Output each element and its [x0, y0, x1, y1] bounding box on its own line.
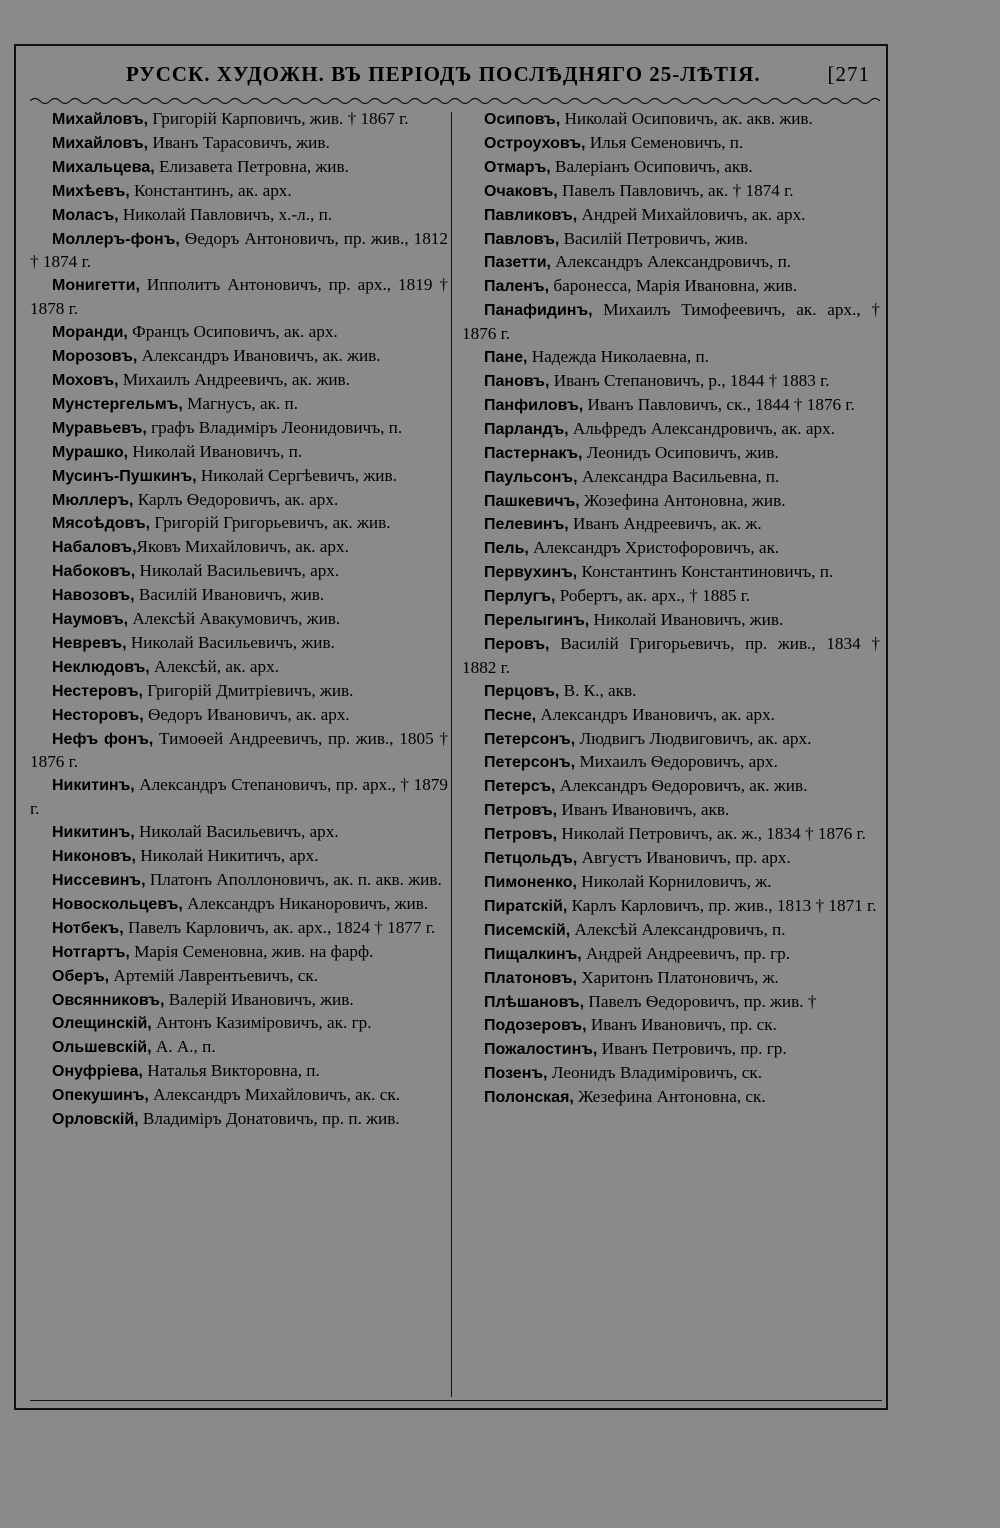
entry-surname: Мусинъ-Пушкинъ,: [52, 467, 197, 485]
entry: [462, 751, 880, 775]
entry-details: баронесса, Марія Ивановна, жив.: [549, 276, 798, 296]
entry-surname: Парландъ,: [484, 420, 569, 438]
entry: [30, 369, 448, 393]
entry: [462, 442, 880, 466]
entry: [30, 704, 448, 728]
entry-surname: Опекушинъ,: [52, 1087, 149, 1105]
entry: [30, 656, 448, 680]
entry: [462, 919, 880, 943]
entry-surname: Пане,: [484, 349, 528, 367]
entry-details: Антонъ Казиміровичъ, ак. гр.: [151, 1013, 372, 1033]
entry: [462, 871, 880, 895]
entry-details: Надежда Николаевна, п.: [527, 347, 709, 367]
entry-details: Карлъ Ѳедоровичъ, ак. арх.: [133, 489, 339, 509]
entry-surname: Пожалостинъ,: [484, 1041, 598, 1059]
entry-details: Иванъ Ивановичъ, акв.: [557, 800, 730, 820]
entry-surname: Олещинскій,: [52, 1015, 152, 1033]
entry: [462, 180, 880, 204]
entry: [30, 869, 448, 893]
entry-details: Робертъ, ак. арх., † 1885 г.: [555, 586, 751, 606]
entry: [462, 633, 880, 680]
entry: [30, 941, 448, 965]
entry-surname: Никитинъ,: [52, 777, 135, 795]
entry: [30, 560, 448, 584]
entry-surname: Никоновъ,: [52, 848, 136, 866]
entry-details: Альфредъ Александровичъ, ак. арх.: [568, 418, 836, 438]
entry-surname: Пиратскій,: [484, 897, 568, 915]
column-divider: [451, 112, 452, 1397]
entry-details: Харитонъ Платоновичъ, ж.: [576, 967, 779, 987]
entry: [30, 845, 448, 869]
entry-details: Николай Павловичъ, х.-л., п.: [118, 204, 333, 224]
right-column: [462, 108, 880, 1110]
entry: [462, 418, 880, 442]
entry: [30, 1012, 448, 1036]
entry: [462, 823, 880, 847]
entry-details: Николай Сергѣевичъ, жив.: [196, 465, 397, 485]
entry-surname: Петровъ,: [484, 802, 558, 820]
entry: [462, 132, 880, 156]
entry-surname: Моллеръ-фонъ,: [52, 230, 180, 248]
entry-details: Иванъ Павловичъ, ск., 1844 † 1876 г.: [583, 394, 855, 414]
entry: [30, 274, 448, 321]
entry-details: Григорій Дмитріевичъ, жив.: [142, 680, 354, 700]
entry-details: Людвигъ Людвиговичъ, ак. арх.: [575, 728, 812, 748]
entry-details: Александра Васильевна, п.: [577, 466, 780, 486]
entry-details: Артемій Лаврентьевичъ, ск.: [109, 965, 318, 985]
entry: [30, 345, 448, 369]
entry-details: Иванъ Степановичъ, р., 1844 † 1883 г.: [549, 370, 830, 390]
entry-details: Иванъ Петровичъ, пр. гр.: [597, 1039, 787, 1059]
entry: [462, 799, 880, 823]
entry: [30, 1060, 448, 1084]
entry: [462, 991, 880, 1015]
entry-details: Александръ Ѳедоровичъ, ак. жив.: [555, 776, 808, 796]
entry-details: Алексѣй Александровичъ, п.: [570, 919, 786, 939]
entry: [462, 895, 880, 919]
entry-surname: Петровъ,: [484, 826, 558, 844]
entry-surname: Неклюдовъ,: [52, 658, 150, 676]
entry-details: Александръ Михайловичъ, ак. ск.: [148, 1085, 401, 1105]
entry-details: Иванъ Тарасовичъ, жив.: [148, 132, 330, 152]
entry-surname: Пель,: [484, 540, 529, 558]
entry-surname: Набаловъ,: [52, 539, 137, 557]
entry-details: Яковъ Михайловичъ, ак. арх.: [136, 537, 349, 557]
entry-details: Александръ Никаноровичъ, жив.: [182, 893, 429, 913]
entry-surname: Полонская,: [484, 1089, 574, 1107]
entry: [462, 394, 880, 418]
entry-details: Иванъ Андреевичъ, ак. ж.: [568, 514, 762, 534]
entry-surname: Паульсонъ,: [484, 468, 578, 486]
entry-details: Николай Ивановичъ, жив.: [589, 610, 784, 630]
entry: [462, 466, 880, 490]
entry-details: Ѳедоръ Ивановичъ, ак. арх.: [143, 704, 350, 724]
entry: [30, 536, 448, 560]
entry: [462, 204, 880, 228]
entry-surname: Пановъ,: [484, 372, 550, 390]
entry: [30, 1036, 448, 1060]
entry-surname: Орловскій,: [52, 1111, 139, 1129]
entry-surname: Мурашко,: [52, 443, 129, 461]
entry-details: Константинъ, ак. арх.: [129, 180, 292, 200]
entry: [30, 608, 448, 632]
running-title: РУССК. ХУДОЖН. ВЪ ПЕРІОДЪ ПОСЛѢДНЯГО 25-ЛѢТІЯ.: [126, 62, 761, 86]
entry-details: Алексѣй, ак. арх.: [149, 656, 280, 676]
entry-details: Павелъ Ѳедоровичъ, пр. жив. †: [584, 991, 817, 1011]
entry-surname: Монигетти,: [52, 277, 140, 295]
page-number: [271: [827, 62, 870, 86]
entry: [30, 465, 448, 489]
entry-details: Августъ Ивановичъ, пр. арх.: [577, 848, 791, 868]
entry: [30, 417, 448, 441]
entry-surname: Ольшевскій,: [52, 1039, 152, 1057]
entry-surname: Нотгартъ,: [52, 943, 130, 961]
wavy-rule: [30, 96, 880, 106]
entry: [30, 393, 448, 417]
entry: [30, 180, 448, 204]
entry-surname: Муравьевъ,: [52, 419, 147, 437]
entry-details: Александръ Степановичъ, пр. арх., † 1879 г.: [30, 775, 448, 819]
entry: [462, 1086, 880, 1110]
entry: [462, 1014, 880, 1038]
entry-surname: Моласъ,: [52, 206, 119, 224]
entry-surname: Нефъ фонъ,: [52, 730, 154, 748]
entry: [462, 728, 880, 752]
entry: [30, 132, 448, 156]
entry-details: Владиміръ Донатовичъ, пр. п. жив.: [138, 1109, 400, 1129]
entry-details: В. К., акв.: [559, 680, 637, 700]
entry: [30, 228, 448, 275]
entry-details: Николай Васильевичъ, жив.: [126, 632, 335, 652]
entry-details: Николай Корниловичъ, ж.: [576, 872, 772, 891]
entry-details: Ипполитъ Антоновичъ, пр. арх., 1819 † 1878 г.: [30, 275, 448, 319]
entry: [462, 775, 880, 799]
entry: [30, 489, 448, 513]
entry-details: Валерій Ивановичъ, жив.: [164, 989, 354, 1009]
entry-details: А. А., п.: [151, 1037, 216, 1057]
entry-surname: Пашкевичъ,: [484, 492, 580, 510]
entry: [462, 847, 880, 871]
entry-details: Платонъ Аполлоновичъ, ак. п. акв. жив.: [145, 870, 442, 889]
entry: [462, 537, 880, 561]
entry-details: Николай Никитичъ, арх.: [135, 846, 319, 866]
entry: [462, 967, 880, 991]
entry-details: Францъ Осиповичъ, ак. арх.: [127, 322, 338, 342]
entry: [462, 108, 880, 132]
entry-details: Тимоѳей Андреевичъ, пр. жив., 1805 † 1876 г.: [30, 728, 448, 772]
entry: [462, 275, 880, 299]
entry-surname: Павликовъ,: [484, 206, 578, 224]
entry-details: Андрей Андреевичъ, пр. гр.: [581, 943, 791, 963]
left-column: [30, 108, 448, 1132]
entry-details: Василій Григорьевичъ, пр. жив., 1834 † 1882 г.: [462, 633, 880, 677]
entry-surname: Петерсъ,: [484, 778, 556, 796]
entry: [462, 228, 880, 252]
entry-surname: Перцовъ,: [484, 682, 560, 700]
entry-surname: Онуфріева,: [52, 1063, 143, 1081]
entry: [462, 490, 880, 514]
entry-details: Василій Петровичъ, жив.: [559, 228, 749, 248]
entry-surname: Панфиловъ,: [484, 396, 584, 414]
entry-details: Карлъ Карловичъ, пр. жив., 1813 † 1871 г.: [567, 895, 877, 915]
entry-surname: Пелевинъ,: [484, 516, 569, 534]
entry-surname: Первухинъ,: [484, 564, 578, 582]
entry-surname: Перовъ,: [484, 635, 550, 653]
entry-details: Павелъ Карловичъ, ак. арх., 1824 † 1877 г.: [123, 917, 436, 937]
entry-details: Григорій Карповичъ, жив. † 1867 г.: [148, 109, 409, 128]
entry-details: Михаилъ Андреевичъ, ак. жив.: [118, 369, 350, 389]
entry-surname: Набоковъ,: [52, 563, 136, 581]
entry-details: Жозефина Антоновна, жив.: [579, 490, 786, 510]
entry: [30, 156, 448, 180]
entry-details: Николай Петровичъ, ак. ж., 1834 † 1876 г.: [557, 824, 866, 844]
entry-details: Алексѣй Авакумовичъ, жив.: [128, 609, 341, 629]
entry-details: Александръ Ивановичъ, ак. арх.: [536, 704, 775, 724]
entry-details: Николай Ивановичъ, п.: [128, 441, 303, 461]
entry: [462, 156, 880, 180]
entry-surname: Пазетти,: [484, 254, 551, 272]
entry-surname: Моховъ,: [52, 371, 119, 389]
entry-details: Магнусъ, ак. п.: [182, 393, 299, 413]
entry-details: Андрей Михайловичъ, ак. арх.: [577, 204, 806, 224]
entry-surname: Никитинъ,: [52, 824, 135, 842]
entry-surname: Очаковъ,: [484, 182, 558, 200]
entry-surname: Пищалкинъ,: [484, 945, 582, 963]
entry: [30, 965, 448, 989]
entry: [462, 1038, 880, 1062]
entry-details: Николай Осиповичъ, ак. акв. жив.: [560, 109, 813, 128]
entry-surname: Моранди,: [52, 324, 128, 342]
entry-surname: Михайловъ,: [52, 111, 149, 128]
entry-surname: Перлугъ,: [484, 588, 556, 606]
entry-surname: Песне,: [484, 706, 537, 724]
entry-details: Василій Ивановичъ, жив.: [134, 585, 325, 605]
entry: [462, 370, 880, 394]
entry-surname: Осиповъ,: [484, 111, 561, 128]
entry: [30, 989, 448, 1013]
entry-surname: Отмаръ,: [484, 158, 551, 176]
entry: [30, 680, 448, 704]
entry-details: Иванъ Ивановичъ, пр. ск.: [586, 1015, 777, 1035]
entry-surname: Петерсонъ,: [484, 730, 576, 748]
entry: [462, 299, 880, 346]
entry: [30, 774, 448, 821]
page-header: [126, 62, 876, 87]
entry-surname: Михальцева,: [52, 158, 155, 176]
entry-surname: Овсянниковъ,: [52, 991, 165, 1009]
entry-details: Михаилъ Ѳедоровичъ, арх.: [575, 752, 778, 772]
entry-surname: Морозовъ,: [52, 348, 138, 366]
entry-surname: Мунстергельмъ,: [52, 395, 183, 413]
entry-details: Ѳедоръ Антоновичъ, пр. жив., 1812 † 1874 г.: [30, 228, 448, 272]
entry: [30, 321, 448, 345]
entry: [462, 609, 880, 633]
entry-details: Павелъ Павловичъ, ак. † 1874 г.: [557, 180, 794, 200]
entry-surname: Мясоѣдовъ,: [52, 515, 151, 533]
entry: [30, 893, 448, 917]
entry-details: Михаилъ Тимофеевичъ, ак. арх., † 1876 г.: [462, 300, 880, 344]
entry: [30, 584, 448, 608]
entry: [30, 632, 448, 656]
entry: [462, 513, 880, 537]
entry-surname: Паленъ,: [484, 278, 550, 296]
entry-surname: Пастернакъ,: [484, 444, 583, 462]
entry: [30, 108, 448, 132]
entry: [462, 943, 880, 967]
entry-details: Наталья Викторовна, п.: [142, 1061, 320, 1081]
entry-surname: Петерсонъ,: [484, 754, 576, 772]
entry-surname: Михайловъ,: [52, 134, 149, 152]
entry-surname: Несторовъ,: [52, 706, 144, 724]
entry-details: Александръ Ивановичъ, ак. жив.: [137, 346, 381, 366]
entry: [30, 441, 448, 465]
entry-surname: Оберъ,: [52, 967, 110, 985]
entry: [30, 512, 448, 536]
entry: [462, 346, 880, 370]
entry-surname: Перелыгинъ,: [484, 612, 590, 630]
entry-details: Леонидъ Осиповичъ, жив.: [582, 442, 779, 462]
entry-surname: Платоновъ,: [484, 969, 577, 987]
entry: [30, 821, 448, 845]
entry-surname: Панафидинъ,: [484, 302, 593, 320]
entry-surname: Наумовъ,: [52, 611, 129, 629]
entry: [30, 204, 448, 228]
entry-surname: Нотбекъ,: [52, 919, 124, 937]
entry-details: Николай Васильевичъ, арх.: [135, 561, 340, 581]
entry-surname: Новоскольцевъ,: [52, 895, 183, 913]
entry-surname: Нестеровъ,: [52, 682, 143, 700]
entry-surname: Ниссевинъ,: [52, 872, 146, 889]
entry-surname: Пимоненко,: [484, 874, 577, 891]
entry-surname: Павловъ,: [484, 230, 560, 248]
entry: [462, 704, 880, 728]
entry: [30, 728, 448, 775]
entry-details: Валеріанъ Осиповичъ, акв.: [550, 156, 753, 176]
entry: [30, 917, 448, 941]
entry-surname: Позенъ,: [484, 1065, 548, 1083]
entry-surname: Навозовъ,: [52, 587, 135, 605]
entry-surname: Невревъ,: [52, 634, 127, 652]
bottom-rule: [30, 1400, 882, 1401]
entry-details: Константинъ Константиновичъ, п.: [577, 562, 834, 582]
entry-details: Жезефина Антоновна, ск.: [573, 1087, 766, 1107]
entry: [30, 1108, 448, 1132]
entry-details: графъ Владиміръ Леонидовичъ, п.: [146, 417, 403, 437]
entry-surname: Михѣевъ,: [52, 182, 130, 200]
entry: [30, 1084, 448, 1108]
entry-details: Николай Васильевичъ, арх.: [134, 822, 339, 842]
entry-details: Александръ Христофоровичъ, ак.: [528, 538, 780, 558]
entry-details: Илья Семеновичъ, п.: [585, 132, 744, 152]
entry: [462, 251, 880, 275]
entry-details: Леонидъ Владиміровичъ, ск.: [547, 1063, 763, 1083]
entry-details: Александръ Александровичъ, п.: [550, 252, 792, 272]
entry-details: Марія Семеновна, жив. на фарф.: [129, 941, 374, 961]
entry: [462, 680, 880, 704]
entry-surname: Плѣшановъ,: [484, 993, 585, 1011]
entry-surname: Мюллеръ,: [52, 491, 134, 509]
entry: [462, 1062, 880, 1086]
entry: [462, 561, 880, 585]
entry-surname: Петцольдъ,: [484, 850, 578, 868]
entry-details: Григорій Григорьевичъ, ак. жив.: [150, 513, 391, 533]
entry-surname: Подозеровъ,: [484, 1017, 587, 1035]
entry-surname: Писемскій,: [484, 921, 571, 939]
entry-surname: Остроуховъ,: [484, 134, 586, 152]
entry: [462, 585, 880, 609]
entry-details: Елизавета Петровна, жив.: [154, 156, 349, 176]
